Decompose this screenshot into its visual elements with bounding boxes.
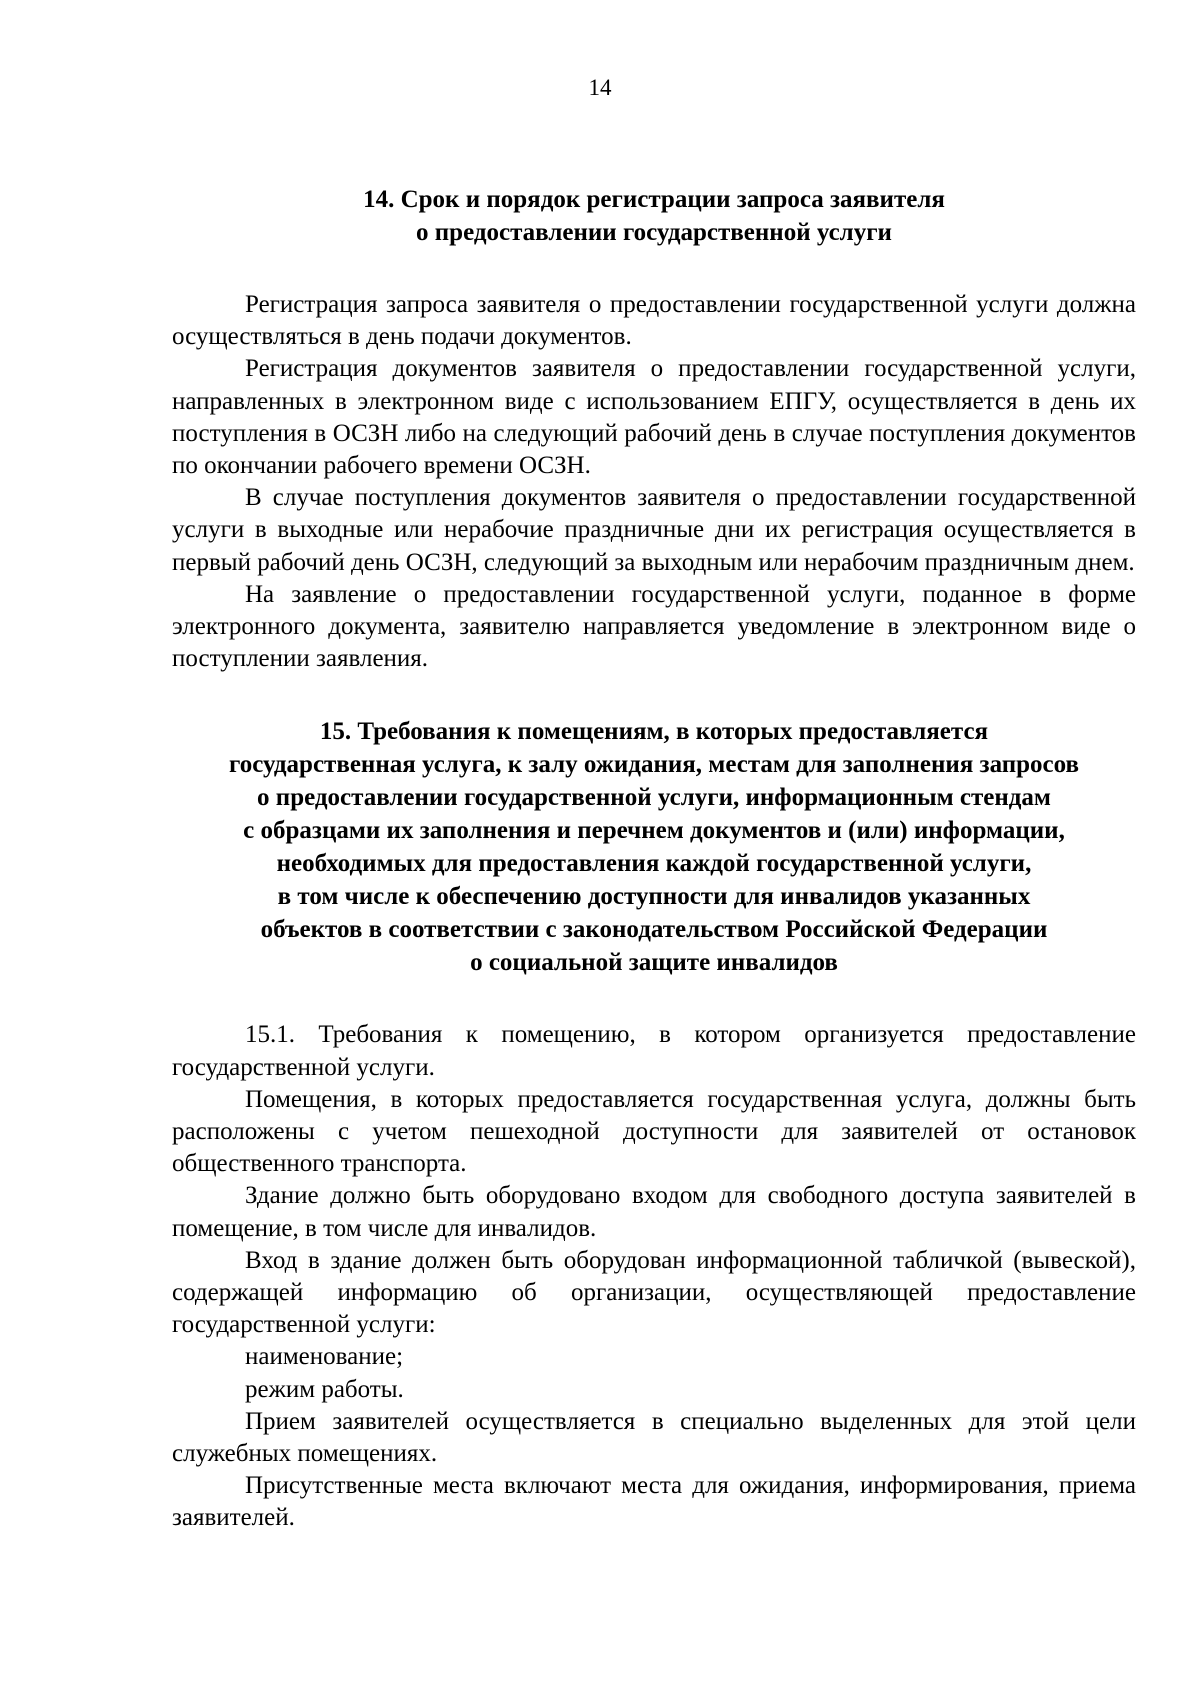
section-15-heading — [172, 715, 1136, 979]
page-number: 14 — [588, 75, 612, 100]
section-15-heading-line: о социальной защите инвалидов — [470, 949, 838, 977]
section-15-paragraph: Присутственные места включают места для ожидания, информирования, приема заявителей. — [172, 1472, 1136, 1532]
section-15-heading-line: государственная услуга, к залу ожидания, местам для заполнения запросов — [228, 751, 1080, 779]
section-15-heading-line: 15. Требования к помещениям, в которых предоставляется — [319, 718, 989, 746]
section-14-paragraph: В случае поступления документов заявителя о предоставлении государственной услуги в выходные или нерабочие праздничные дни их регистрация осуществляется в первый рабочий день ОСЗН, следующий за выходным или нерабочим праздничным днем. — [172, 484, 1136, 576]
section-15-heading-line: с образцами их заполнения и перечнем документов и (или) информации, — [243, 817, 1065, 845]
section-15-heading-line: объектов в соответствии с законодательством Российской Федерации — [260, 916, 1048, 944]
section-15-paragraph: Здание должно быть оборудовано входом для свободного доступа заявителей в помещение, в том числе для инвалидов. — [172, 1182, 1136, 1242]
section-15-paragraph: Прием заявителей осуществляется в специально выделенных для этой цели служебных помещениях. — [172, 1407, 1136, 1468]
section-14-heading-line: о предоставлении государственной услуги — [416, 219, 892, 246]
section-15-heading-line: в том числе к обеспечению доступности для инвалидов указанных — [277, 883, 1031, 911]
list-item: наименование; — [245, 1343, 404, 1371]
section-14-heading — [172, 183, 1136, 249]
section-15-paragraph: 15.1. Требования к помещению, в котором организуется предоставление государственной услуги. — [172, 1021, 1136, 1081]
section-14-paragraph: На заявление о предоставлении государственной услуги, поданное в форме электронного документа, заявителю направляется уведомление в электронном виде о поступлении заявления. — [172, 580, 1136, 673]
section-15-paragraph: Вход в здание должен быть оборудован информационной табличкой (вывеской), содержащей информацию об организации, осуществляющей предоставление государственной услуги: — [172, 1246, 1136, 1339]
section-15-heading-line: необходимых для предоставления каждой государственной услуги, — [276, 850, 1032, 878]
section-14-paragraph: Регистрация запроса заявителя о предоставлении государственной услуги должна осуществляться в день подачи документов. — [172, 291, 1136, 351]
section-14-heading-line: 14. Срок и порядок регистрации запроса заявителя — [363, 186, 945, 213]
list-item: режим работы. — [245, 1375, 404, 1403]
section-14-paragraph: Регистрация документов заявителя о предоставлении государственной услуги, направленных в электронном виде с использованием ЕПГУ, осуществляется в день их поступления в ОСЗН либо на следующий рабочий день в случае поступления документов по окончании рабочего времени ОСЗН. — [172, 355, 1136, 480]
page-content — [172, 183, 1136, 1535]
section-15-heading-line: о предоставлении государственной услуги, информационным стендам — [257, 784, 1051, 812]
section-15-paragraph: Помещения, в которых предоставляется государственная услуга, должны быть расположены с учетом пешеходной доступности для заявителей от остановок общественного транспорта. — [172, 1085, 1136, 1178]
